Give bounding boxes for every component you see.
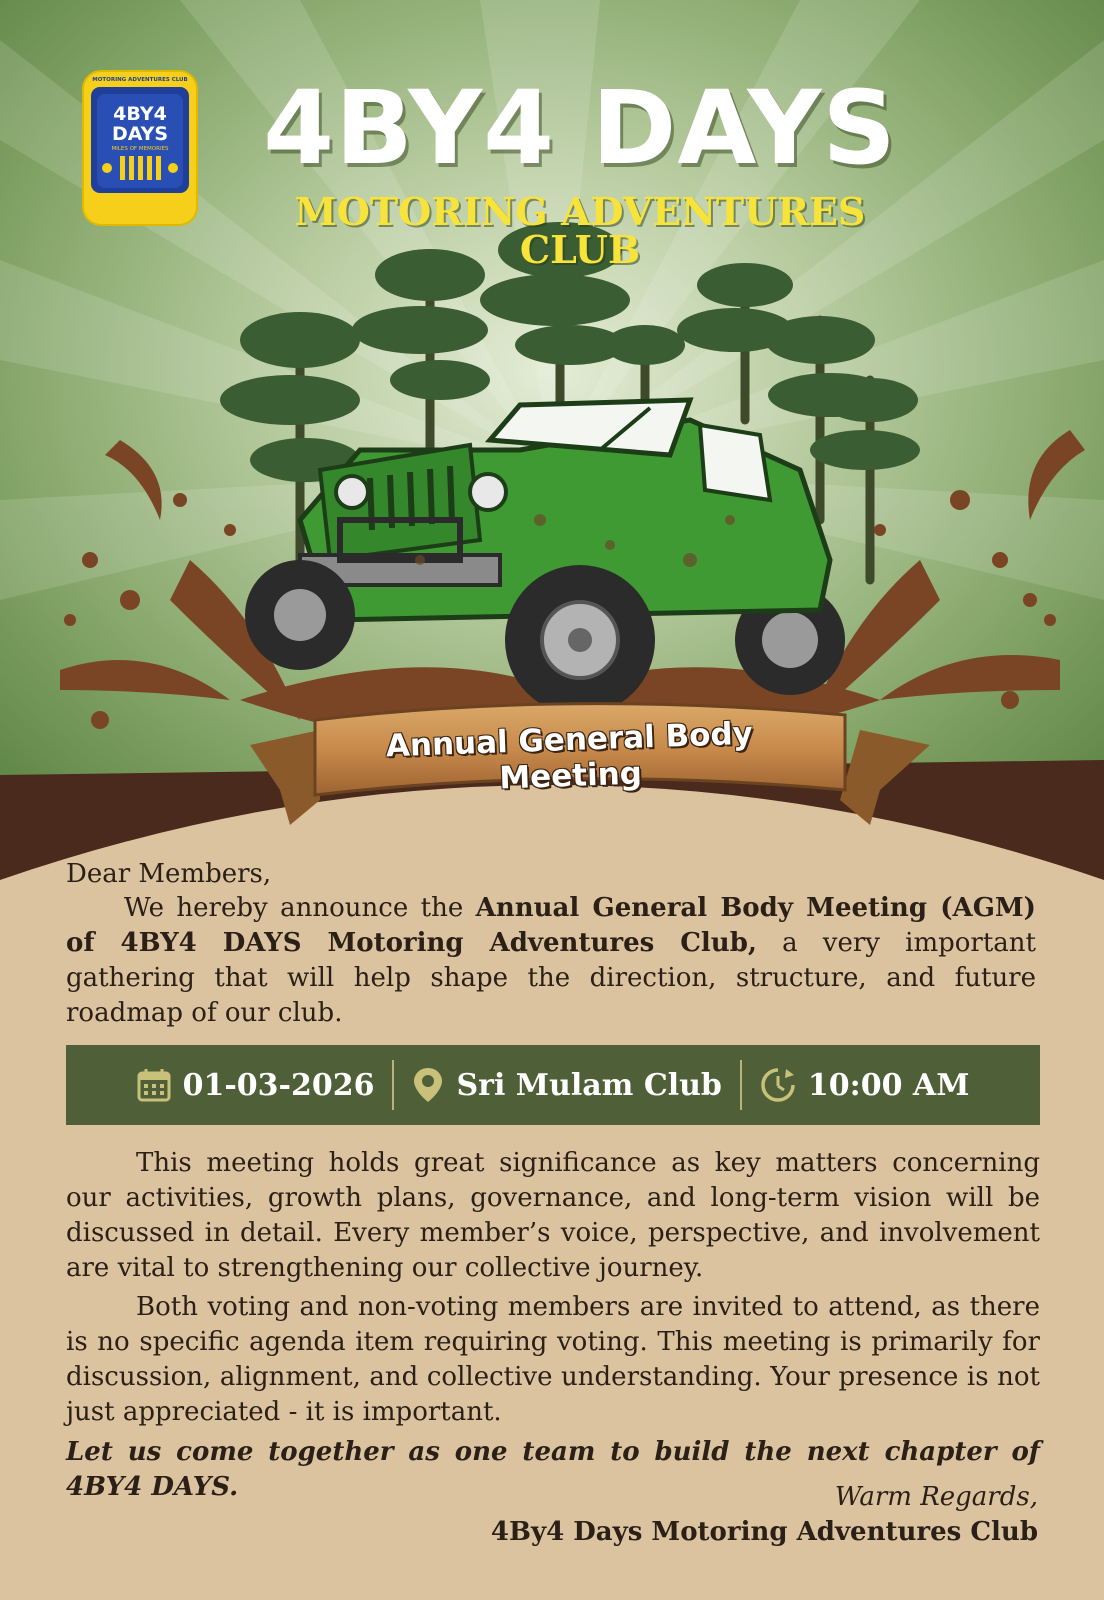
logo-line2: DAYS: [111, 123, 169, 145]
intro-suffix: a very important gathering that will help shape the direction, structure, and future roadmap of our club.: [66, 928, 1036, 1028]
intro-paragraph: [66, 891, 1036, 1031]
paragraph-attendance: Both voting and non-voting members are invited to attend, as there is no specific agenda item requiring voting. This meeting is primarily for discussion, alignment, and collective understanding. Your presence is not just appreciated - it is important.: [66, 1292, 1040, 1427]
event-venue-text: Sri Mulam Club: [456, 1067, 722, 1103]
poster-subtitle: MOTORING ADVENTURES CLUB: [294, 189, 866, 272]
clock-icon: [760, 1067, 796, 1103]
banner-text: Annual General Body Meeting: [385, 715, 754, 797]
poster-title: 4BY4 DAYS: [263, 69, 897, 188]
info-divider: [740, 1060, 742, 1110]
warm-regards: Warm Regards,: [834, 1482, 1038, 1512]
salutation: Dear Members,: [66, 859, 272, 889]
calendar-icon: [137, 1068, 171, 1102]
event-info-bar: [66, 1045, 1040, 1125]
event-time: [746, 1067, 984, 1103]
club-logo: [80, 68, 200, 228]
info-divider: [392, 1060, 394, 1110]
event-date-text: 01-03-2026: [182, 1067, 375, 1103]
event-venue: [398, 1066, 735, 1104]
signoff: 4By4 Days Motoring Adventures Club: [490, 1517, 1038, 1547]
location-pin-icon: [412, 1066, 444, 1104]
closing-line: Let us come together as one team to build the next chapter of 4BY4 DAYS.: [66, 1437, 1040, 1502]
event-time-text: 10:00 AM: [807, 1067, 970, 1103]
logo-top-text: MOTORING ADVENTURES CLUB: [92, 77, 188, 83]
paragraph-significance: This meeting holds great significance as key matters concerning our activities, growth plans, governance, and long-term vision will be discussed in detail. Every member’s voice, perspective, and involvement are vital to strengthening our collective journey.: [66, 1148, 1040, 1283]
event-date: [123, 1068, 389, 1103]
logo-line1: 4BY4: [113, 103, 167, 125]
intro-prefix: We hereby announce the: [124, 893, 476, 923]
logo-tagline: MILES OF MEMORIES: [111, 146, 169, 152]
intro-bold: Annual General Body Meeting (AGM) of 4BY4 DAYS Motoring Adventures Club,: [66, 893, 1036, 958]
